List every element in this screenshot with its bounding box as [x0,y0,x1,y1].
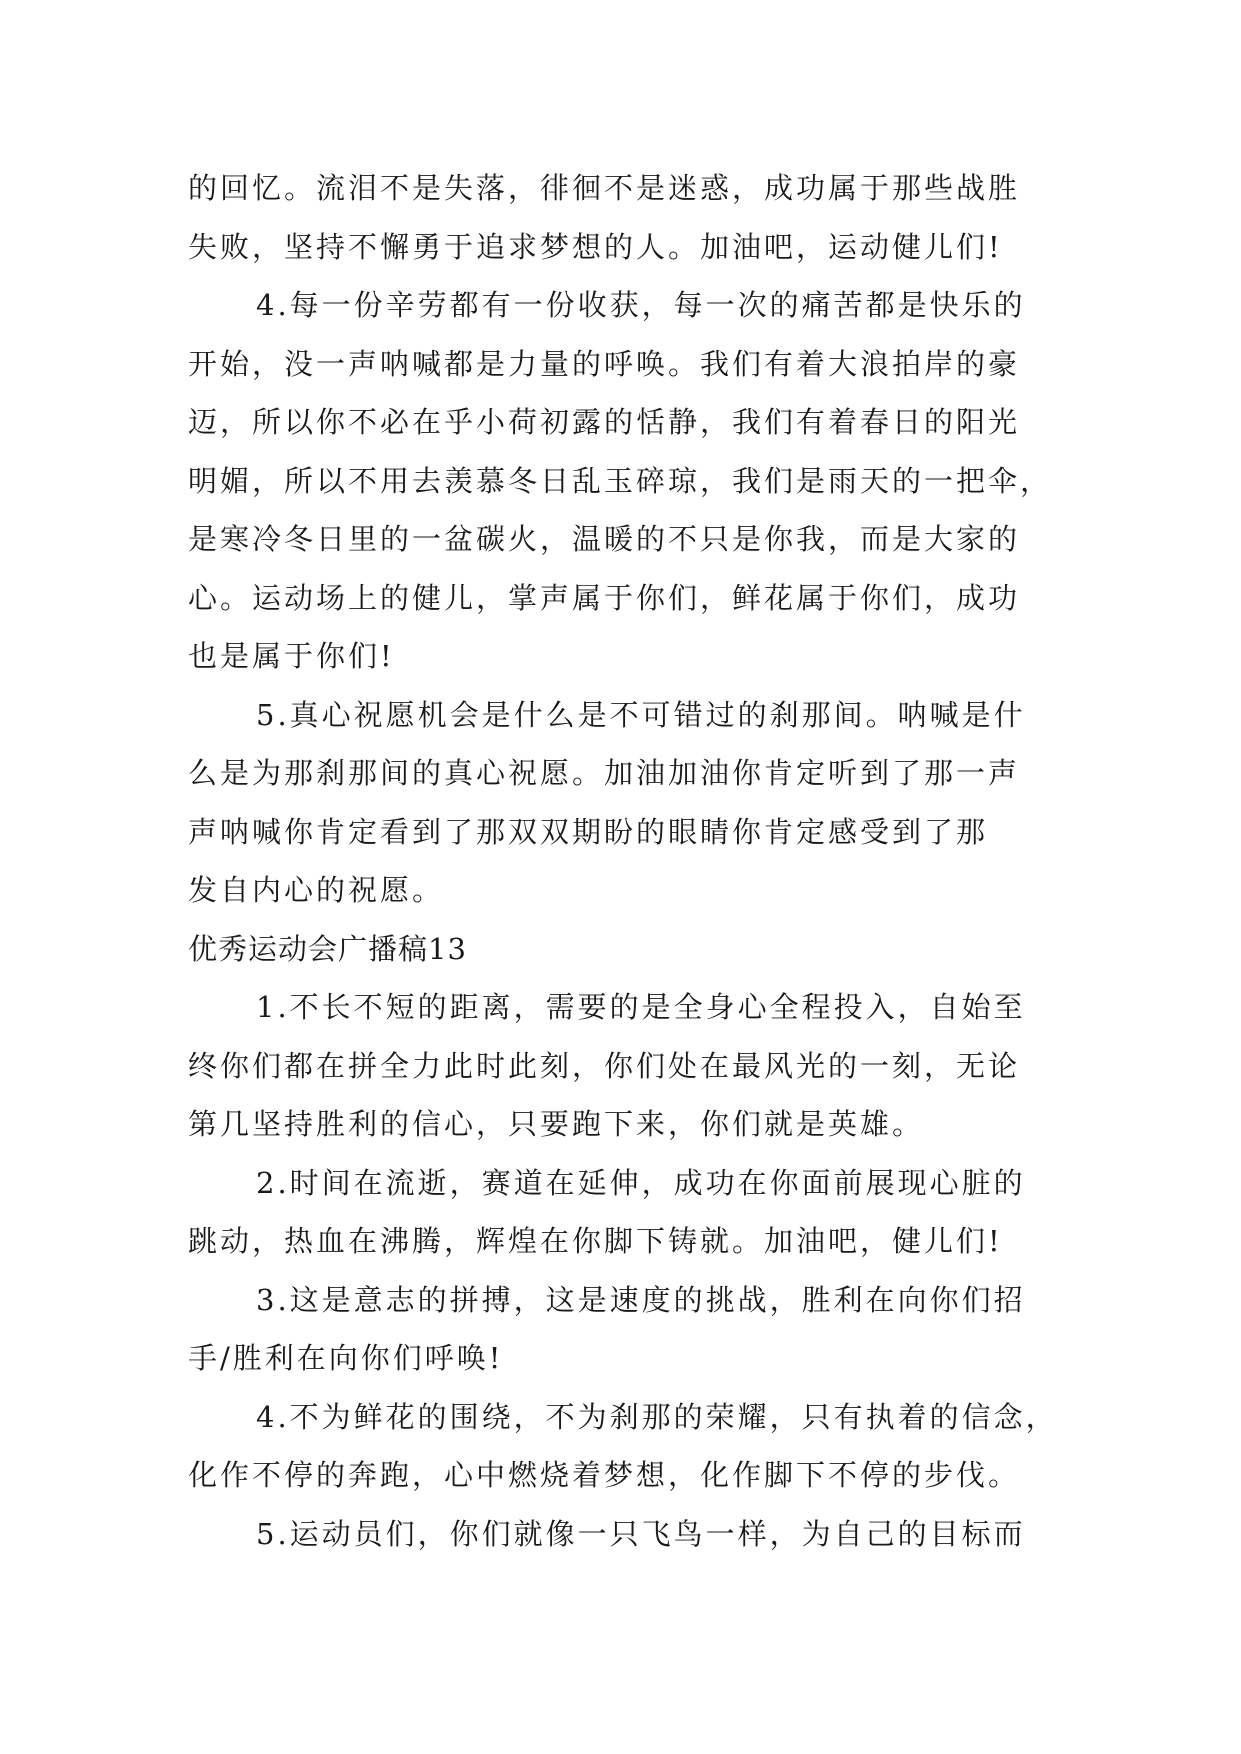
text-line: 也是属于你们! [188,639,395,673]
text-line: 心。运动场上的健儿，掌声属于你们，鲜花属于你们，成功 [188,580,1021,615]
paragraph-start-line: 4.每一份辛劳都有一份收获，每一次的痛苦都是快乐的 [256,288,1026,322]
text-line: 化作不停的奔跑，心中燃烧着梦想，化作脚下不停的步伐。 [188,1458,1021,1492]
text-line: 开始，没一声呐喊都是力量的呼唤。我们有着大浪拍岸的豪 [188,346,1021,381]
text-line: 的回忆。流泪不是失落，徘徊不是迷惑，成功属于那些战胜 [188,171,1021,205]
text-line: 跳动，热血在沸腾，辉煌在你脚下铸就。加油吧，健儿们! [188,1224,1003,1258]
text-line: 声呐喊你肯定看到了那双双期盼的眼睛你肯定感受到了那 [188,814,989,849]
text-line: 是寒冷冬日里的一盆碳火，温暖的不只是你我，而是大家的 [188,522,1021,556]
text-line: 明媚，所以不用去羡慕冬日乱玉碎琼，我们是雨天的一把伞， [188,463,1053,498]
paragraph-start-line: 3.这是意志的拼搏，这是速度的挑战，胜利在向你们招 [256,1282,1026,1317]
document-body [188,159,1068,1563]
paragraph-start-line: 4.不为鲜花的围绕，不为刹那的荣耀，只有执着的信念， [256,1399,1058,1434]
paragraph-start-line: 5.真心祝愿机会是什么是不可错过的刹那间。呐喊是什 [256,697,1026,732]
text-line: 手/胜利在向你们呼唤! [188,1341,504,1375]
text-line: 失败，坚持不懈勇于追求梦想的人。加油吧，运动健儿们! [188,229,1003,264]
paragraph-start-line: 1.不长不短的距离，需要的是全身心全程投入，自始至 [256,990,1026,1024]
paragraph-start-line: 2.时间在流逝，赛道在延伸，成功在你面前展现心脏的 [256,1165,1026,1200]
text-line: 么是为那刹那间的真心祝愿。加油加油你肯定听到了那一声 [188,756,1021,790]
section-heading: 优秀运动会广播稿13 [188,931,467,966]
text-line: 发自内心的祝愿。 [188,873,445,907]
text-line: 第几坚持胜利的信心，只要跑下来，你们就是英雄。 [188,1107,925,1141]
text-line: 终你们都在拼全力此时此刻，你们处在最风光的一刻，无论 [188,1048,1021,1083]
text-line: 迈，所以你不必在乎小荷初露的恬静，我们有着春日的阳光 [188,405,1021,439]
paragraph-start-line: 5.运动员们，你们就像一只飞鸟一样，为自己的目标而 [256,1516,1026,1551]
